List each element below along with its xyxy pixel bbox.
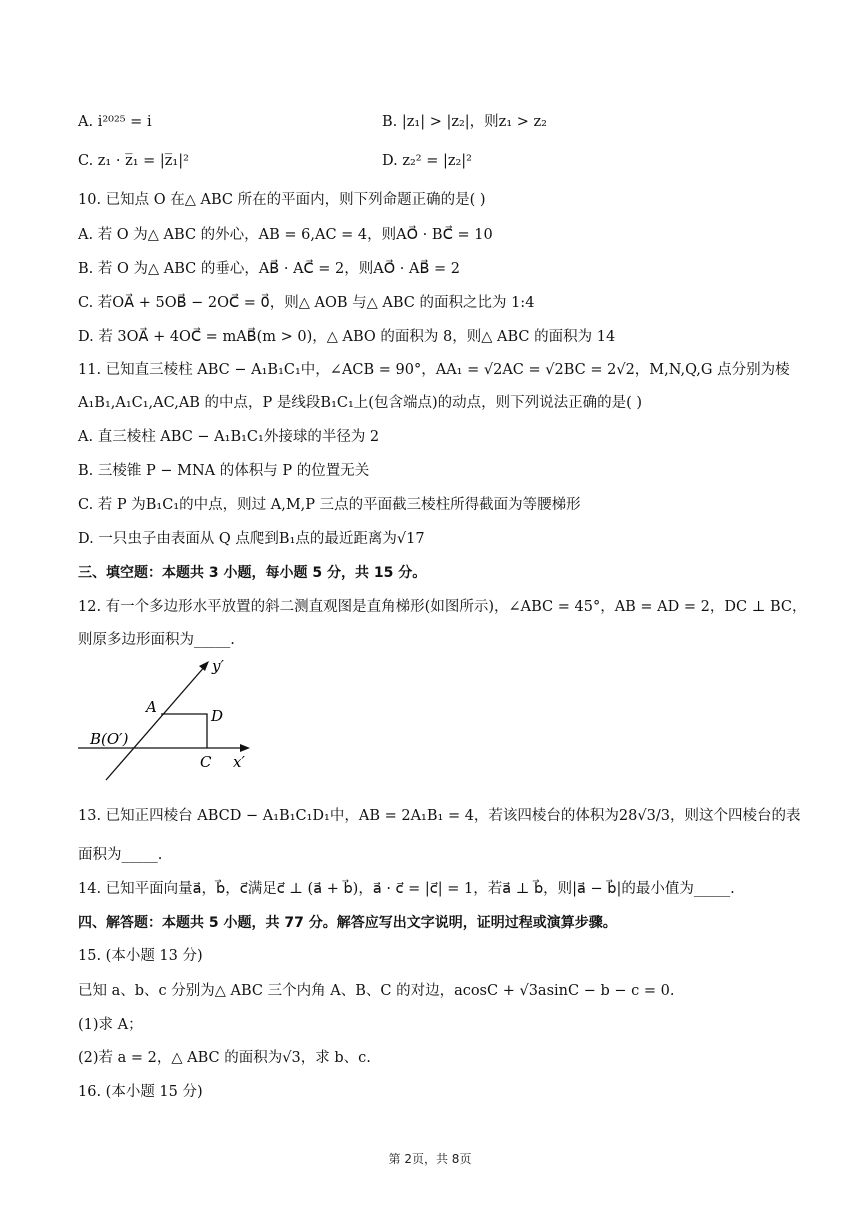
q11-stem-2: A₁B₁,A₁C₁,AC,AB 的中点，P 是线段B₁C₁上(包含端点)的动点，则下列说法正确的是( ) (78, 395, 643, 411)
label-b-o-prime: B(O′) (90, 730, 129, 748)
label-y-prime: y′ (212, 657, 224, 675)
q10-option-a: A. 若 O 为△ ABC 的外心，AB = 6,AC = 4，则AO⃗ · BC⃗ = 10 (78, 227, 493, 243)
q11-option-a: A. 直三棱柱 ABC − A₁B₁C₁外接球的半径为 2 (78, 429, 380, 445)
option-9b: B. |z₁| > |z₂|，则z₁ > z₂ (382, 114, 547, 130)
option-9d: D. z₂² = |z₂|² (382, 153, 472, 169)
section-4-heading: 四、解答题：本题共 5 小题，共 77 分。解答应写出文字说明，证明过程或演算步骤。 (78, 915, 617, 931)
q10-stem: 10. 已知点 O 在△ ABC 所在的平面内，则下列命题正确的是( ) (78, 192, 486, 208)
q16-heading: 16. (本小题 15 分) (78, 1084, 203, 1100)
q13-line-1: 13. 已知正四棱台 ABCD − A₁B₁C₁D₁中，AB = 2A₁B₁ = 4，若该四棱台的体积为28√3/3，则这个四棱台的表 (78, 808, 801, 824)
q15-part-1: (1)求 A； (78, 1017, 143, 1033)
q12-line-2: 则原多边形面积为_____. (78, 632, 235, 648)
q10-option-b: B. 若 O 为△ ABC 的垂心，AB⃗ · AC⃗ = 2，则AO⃗ · AB⃗ = 2 (78, 261, 460, 277)
option-9a: A. i²⁰²⁵ = i (78, 114, 152, 130)
q11-option-c: C. 若 P 为B₁C₁的中点，则过 A,M,P 三点的平面截三棱柱所得截面为等腰梯形 (78, 497, 581, 513)
y-axis-arrow (199, 661, 209, 671)
q13-line-2: 面积为_____. (78, 847, 163, 863)
label-x-prime: x′ (233, 753, 245, 771)
q15-stem: 已知 a、b、c 分别为△ ABC 三个内角 A、B、C 的对边，acosC + √3asinC − b − c = 0. (78, 983, 675, 999)
q11-option-b: B. 三棱锥 P − MNA 的体积与 P 的位置无关 (78, 463, 370, 479)
q11-stem-1: 11. 已知直三棱柱 ABC − A₁B₁C₁中，∠ACB = 90°，AA₁ = √2AC = √2BC = 2√2，M,N,Q,G 点分别为棱 (78, 362, 790, 378)
label-c: C (200, 753, 212, 771)
oblique-trapezoid-figure (78, 655, 258, 785)
q15-heading: 15. (本小题 13 分) (78, 948, 203, 964)
section-3-heading: 三、填空题：本题共 3 小题，每小题 5 分，共 15 分。 (78, 565, 427, 581)
page-footer: 第 2页，共 8页 (388, 1152, 472, 1166)
q11-option-d: D. 一只虫子由表面从 Q 点爬到B₁点的最近距离为√17 (78, 531, 425, 547)
label-a: A (146, 698, 157, 716)
q10-option-c: C. 若OA⃗ + 5OB⃗ − 2OC⃗ = 0⃗，则△ AOB 与△ ABC 的面积之比为 1:4 (78, 295, 535, 311)
q12-line-1: 12. 有一个多边形水平放置的斜二测直观图是直角梯形(如图所示)，∠ABC = 45°，AB = AD = 2，DC ⊥ BC， (78, 599, 807, 615)
x-axis-arrow (240, 744, 250, 752)
q15-part-2: (2)若 a = 2，△ ABC 的面积为√3，求 b、c. (78, 1050, 371, 1066)
q10-option-d: D. 若 3OA⃗ + 4OC⃗ = mAB⃗(m > 0)，△ ABO 的面积为 8，则△ ABC 的面积为 14 (78, 329, 616, 345)
option-9c: C. z₁ · z̅₁ = |z̅₁|² (78, 153, 189, 169)
q14-text: 14. 已知平面向量a⃗，b⃗，c⃗满足c⃗ ⊥ (a⃗ + b⃗)，a⃗ · c⃗ = |c⃗| = 1，若a⃗ ⊥ b⃗，则|a⃗ − b⃗|的最小值为_____. (78, 881, 735, 897)
trapezoid-ad-dc (161, 714, 207, 748)
label-d: D (211, 707, 224, 725)
y-axis-line (106, 665, 206, 780)
